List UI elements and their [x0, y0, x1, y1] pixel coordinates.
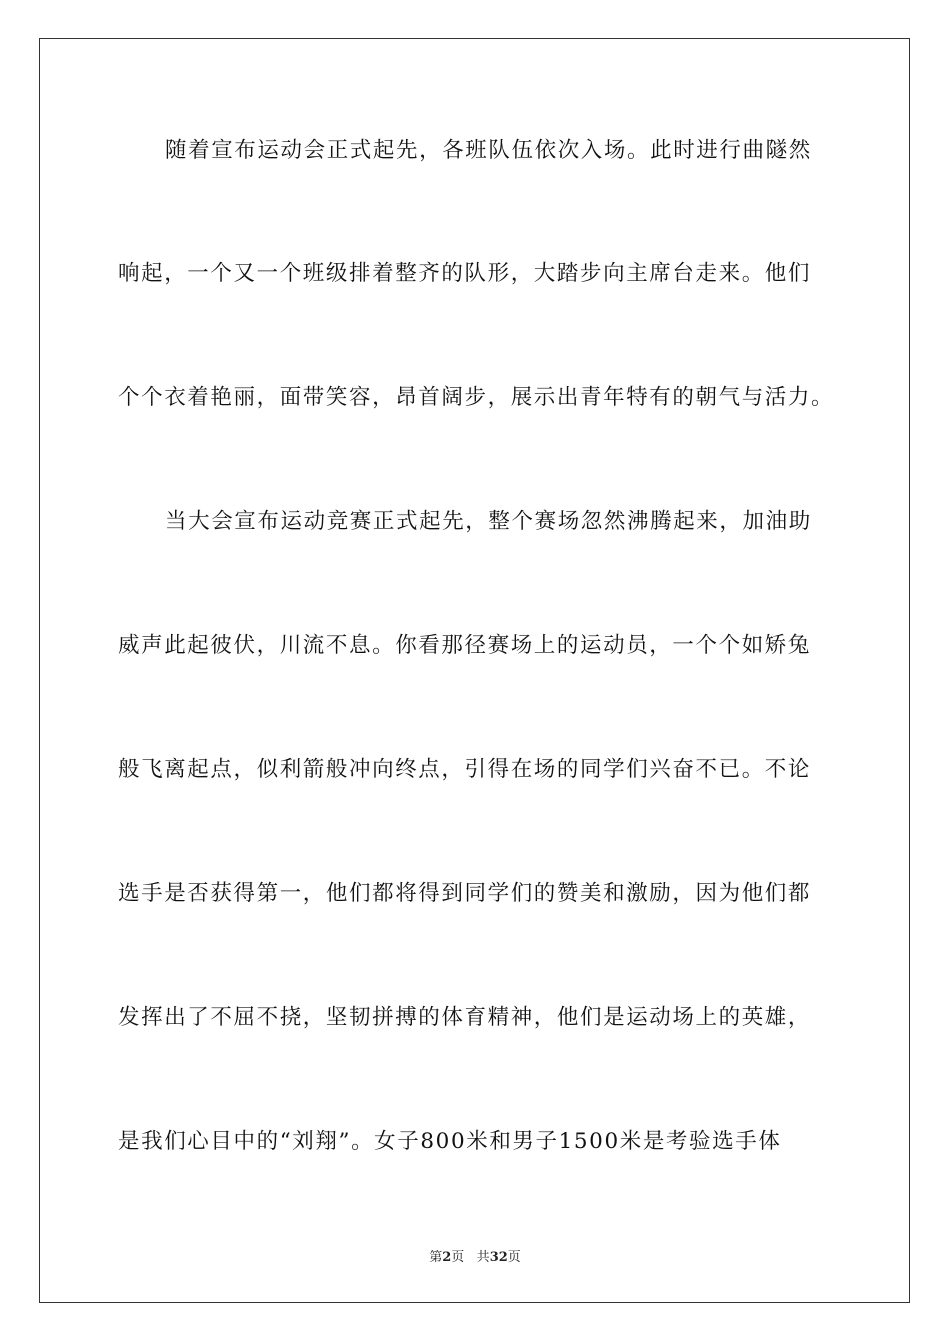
- text-line-5: 威声此起彼伏，川流不息。你看那径赛场上的运动员，一个个如矫兔: [118, 633, 812, 658]
- text-line-2: 响起，一个又一个班级排着整齐的队形，大踏步向主席台走来。他们: [118, 261, 812, 286]
- total-pages: 32: [489, 1250, 508, 1265]
- text-line-6: 般飞离起点，似利箭般冲向终点，引得在场的同学们兴奋不已。不论: [118, 757, 812, 782]
- text-line-1: 随着宣布运动会正式起先，各班队伍依次入场。此时进行曲隧然: [165, 138, 812, 163]
- total-suffix: 页: [507, 1250, 521, 1265]
- page-border: [39, 38, 910, 1303]
- text-line-4: 当大会宣布运动竞赛正式起先，整个赛场忽然沸腾起来，加油助: [165, 509, 812, 534]
- text-line-9: 是我们心目中的“刘翔”。女子800米和男子1500米是考验选手体: [118, 1129, 782, 1154]
- page-footer: [0, 1250, 950, 1266]
- page-number: 2: [442, 1250, 452, 1265]
- text-line-7: 选手是否获得第一，他们都将得到同学们的赞美和激励，因为他们都: [118, 881, 812, 906]
- total-prefix: 共: [476, 1250, 490, 1265]
- page-prefix: 第: [429, 1250, 443, 1265]
- text-line-8: 发挥出了不屈不挠，坚韧拼搏的体育精神，他们是运动场上的英雄，: [118, 1005, 812, 1030]
- page-suffix: 页: [451, 1250, 465, 1265]
- text-line-3: 个个衣着艳丽，面带笑容，昂首阔步，展示出青年特有的朝气与活力。: [118, 385, 835, 410]
